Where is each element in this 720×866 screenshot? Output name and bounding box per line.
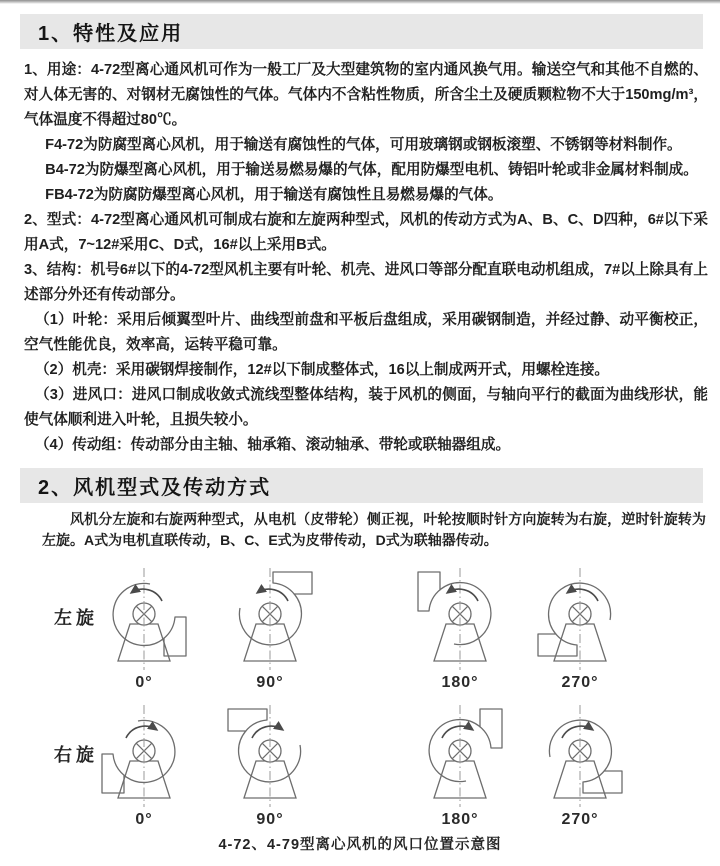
diagram-caption: 4-72、4-79型离心风机的风口位置示意图 bbox=[218, 837, 502, 853]
angle-label: 180° bbox=[441, 811, 479, 828]
fan-volute-icon bbox=[84, 691, 204, 817]
fan-cell-cw-0deg bbox=[84, 691, 204, 829]
section-fan-types-and-drive bbox=[0, 468, 720, 854]
rotation-direction-label: 右旋 bbox=[54, 745, 98, 765]
angle-label: 180° bbox=[441, 674, 479, 691]
fan-volute-icon bbox=[520, 691, 640, 817]
section1-paragraph-10: （4）传动组：传动部分由主轴、轴承箱、滚动轴承、带轮或联轴器组成。 bbox=[34, 437, 511, 453]
section1-paragraph-5: 2、型式：4-72型离心通风机可制成右旋和左旋两种型式，风机的传动方式为A、B、C、D四种，6#以下采用A式，7~12#采用C、D式，16#以上采用B式。 bbox=[24, 212, 708, 253]
fan-outlet-position-diagram bbox=[0, 554, 720, 828]
fan-cell-cw-180deg bbox=[400, 691, 520, 829]
fan-volute-icon bbox=[84, 554, 204, 680]
section2-header-bar bbox=[20, 468, 703, 503]
section1-paragraph-3: B4-72为防爆型离心风机，用于输送易燃易爆的气体，配用防爆型电机、铸铝叶轮或非金属材料制成。 bbox=[45, 162, 698, 178]
fan-cell-ccw-90deg bbox=[210, 554, 330, 692]
section1-paragraph-9: （3）进风口：进风口制成收敛式流线型整体结构，装于风机的侧面，与轴向平行的截面为曲线形状，能使气体顺利进入叶轮，且损失较小。 bbox=[24, 387, 708, 428]
page-top-scan-edge bbox=[0, 0, 720, 4]
angle-label: 90° bbox=[256, 811, 284, 828]
section1-paragraph-6: 3、结构：机号6#以下的4-72型风机主要有叶轮、机壳、进风口等部分配直联电动机组成，7#以上除具有上述部分外还有传动部分。 bbox=[24, 262, 708, 303]
section2-intro-paragraph: 风机分左旋和右旋两种型式，从电机（皮带轮）侧正视，叶轮按顺时针方向旋转为右旋，逆时针旋转为左旋。A式为电机直联传动，B、C、E式为皮带传动，D式为联轴器传动。 bbox=[42, 511, 706, 548]
section1-paragraph-7: （1）叶轮：采用后倾翼型叶片、曲线型前盘和平板后盘组成，采用碳钢制造，并经过静、动平衡校正，空气性能优良，效率高，运转平稳可靠。 bbox=[24, 312, 708, 353]
fan-volute-icon bbox=[400, 691, 520, 817]
fan-volute-icon bbox=[210, 691, 330, 817]
section-features-and-applications bbox=[0, 14, 720, 458]
fan-volute-icon bbox=[520, 554, 640, 680]
angle-label: 0° bbox=[135, 674, 153, 691]
fan-volute-icon bbox=[400, 554, 520, 680]
fan-row-cw bbox=[0, 691, 720, 828]
fan-cell-cw-270deg bbox=[520, 691, 640, 829]
fan-cell-ccw-0deg bbox=[84, 554, 204, 692]
section1-paragraph-2: F4-72为防腐型离心风机，用于输送有腐蚀性的气体，可用玻璃钢或钢板滚塑、不锈钢等材料制作。 bbox=[45, 137, 682, 153]
fan-cell-ccw-180deg bbox=[400, 554, 520, 692]
fan-volute-icon bbox=[210, 554, 330, 680]
rotation-direction-label: 左旋 bbox=[54, 608, 98, 628]
fan-row-ccw bbox=[0, 554, 720, 691]
section1-paragraph-1: 1、用途：4-72型离心通风机可作为一般工厂及大型建筑物的室内通风换气用。输送空气和其他不自燃的、对人体无害的、对钢材无腐蚀性的气体。气体内不含粘性物质，所含尘土及硬质颗粒物不大于150mg/m³，气体温度不得超过80℃。 bbox=[24, 62, 708, 128]
angle-label: 270° bbox=[561, 811, 599, 828]
section1-paragraph-8: （2）机壳：采用碳钢焊接制作，12#以下制成整体式，16以上制成两开式，用螺栓连接。 bbox=[34, 362, 610, 378]
section1-body bbox=[24, 58, 708, 458]
fan-cell-cw-90deg bbox=[210, 691, 330, 829]
section1-title: 1、特性及应用 bbox=[38, 23, 184, 45]
angle-label: 0° bbox=[135, 811, 153, 828]
section2-title: 2、风机型式及传动方式 bbox=[38, 477, 272, 499]
section1-header-bar bbox=[20, 14, 703, 49]
angle-label: 90° bbox=[256, 674, 284, 691]
angle-label: 270° bbox=[561, 674, 599, 691]
fan-cell-ccw-270deg bbox=[520, 554, 640, 692]
section1-paragraph-4: FB4-72为防腐防爆型离心风机，用于输送有腐蚀性且易燃易爆的气体。 bbox=[45, 187, 503, 203]
